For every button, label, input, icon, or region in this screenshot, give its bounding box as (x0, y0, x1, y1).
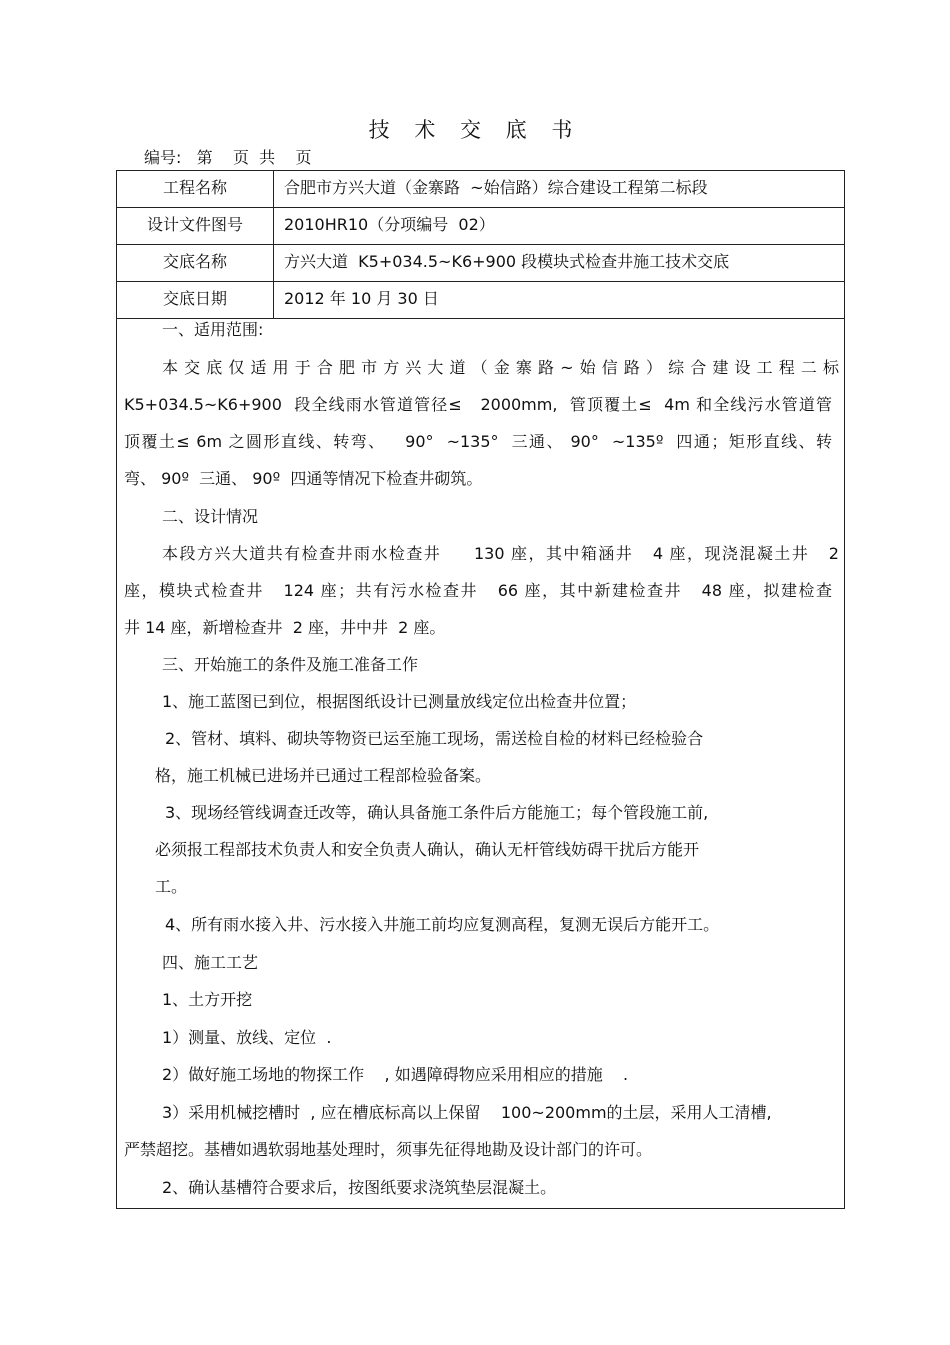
paragraph-line: 本交底仅适用于合肥市方兴大道（金寨路~始信路）综合建设工程二标 (162, 358, 839, 377)
design-drawing-no-label: 设计文件图号 (117, 208, 274, 244)
heading-preparation: 三、开始施工的条件及施工准备工作 (162, 655, 419, 674)
row-design-drawing-no (117, 208, 844, 245)
subheading-excavation: 1、土方开挖 (162, 990, 253, 1009)
paragraph-line: 2、确认基槽符合要求后，按图纸要求浇筑垫层混凝土。 (162, 1178, 557, 1197)
paragraph-line: 工。 (155, 877, 188, 896)
row-project-name (117, 171, 844, 208)
disclosure-name-value: 方兴大道 K5+034.5~K6+900 段模块式检查井施工技术交底 (284, 252, 730, 271)
disclosure-table (116, 170, 845, 1209)
design-drawing-no-value: 2010HR10（分项编号 02） (284, 215, 495, 234)
document-number-line: 编号: 第 页 共 页 (144, 148, 312, 167)
project-name-value: 合肥市方兴大道（金寨路 ~始信路）综合建设工程第二标段 (284, 178, 708, 197)
project-name-label: 工程名称 (117, 171, 274, 207)
paragraph-line: 严禁超挖。基槽如遇软弱地基处理时，须事先征得地勘及设计部门的许可。 (124, 1140, 653, 1159)
paragraph-line: 本段方兴大道共有检查井雨水检查井 130 座，其中箱涵井 4 座，现浇混凝土井 2 (162, 544, 839, 563)
paragraph-line: 1）测量、放线、定位 . (162, 1028, 332, 1047)
paragraph-line: K5+034.5~K6+900 段全线雨水管道管径≤ 2000mm, 管顶覆土≤ 4m 和全线污水管道管 (124, 395, 832, 414)
disclosure-name-label: 交底名称 (117, 245, 274, 281)
paragraph-line: 1、施工蓝图已到位，根据图纸设计已测量放线定位出检查井位置； (162, 692, 637, 711)
heading-scope: 一、适用范围: (162, 320, 264, 339)
row-disclosure-name (117, 245, 844, 282)
paragraph-line: 必须报工程部技术负责人和安全负责人确认，确认无杆管线妨碍干扰后方能开 (155, 840, 700, 859)
paragraph-line: 2、管材、填料、砌块等物资已运至施工现场，需送检自检的材料已经检验合 (165, 729, 704, 748)
paragraph-line: 3）采用机械挖槽时 , 应在槽底标高以上保留 100~200mm的土层，采用人工清槽, (162, 1103, 772, 1122)
disclosure-date-label: 交底日期 (117, 282, 274, 318)
paragraph-line: 弯、 90º 三通、 90º 四通等情况下检查井砌筑。 (124, 469, 483, 488)
heading-process: 四、施工工艺 (162, 953, 259, 972)
paragraph-line: 2）做好施工场地的物探工作 , 如遇障碍物应采用相应的措施 . (162, 1065, 629, 1084)
row-disclosure-date (117, 282, 844, 319)
paragraph-line: 格，施工机械已进场并已通过工程部检验备案。 (155, 766, 492, 785)
document-title: 技 术 交 底 书 (368, 118, 582, 142)
paragraph-line: 井 14 座，新增检查井 2 座，井中井 2 座。 (124, 618, 446, 637)
paragraph-line: 顶覆土≤ 6m 之圆形直线、转弯、 90° ~135° 三通、 90° ~135º 四通；矩形直线、转 (124, 432, 832, 451)
heading-design: 二、设计情况 (162, 507, 259, 526)
paragraph-line: 座，模块式检查井 124 座；共有污水检查井 66 座，其中新建检查井 48 座，拟建检查 (124, 581, 832, 600)
disclosure-date-value: 2012 年 10 月 30 日 (284, 289, 439, 308)
paragraph-line: 4、所有雨水接入井、污水接入井施工前均应复测高程，复测无误后方能开工。 (165, 915, 720, 934)
paragraph-line: 3、现场经管线调查迁改等，确认具备施工条件后方能施工；每个管段施工前, (165, 803, 709, 822)
